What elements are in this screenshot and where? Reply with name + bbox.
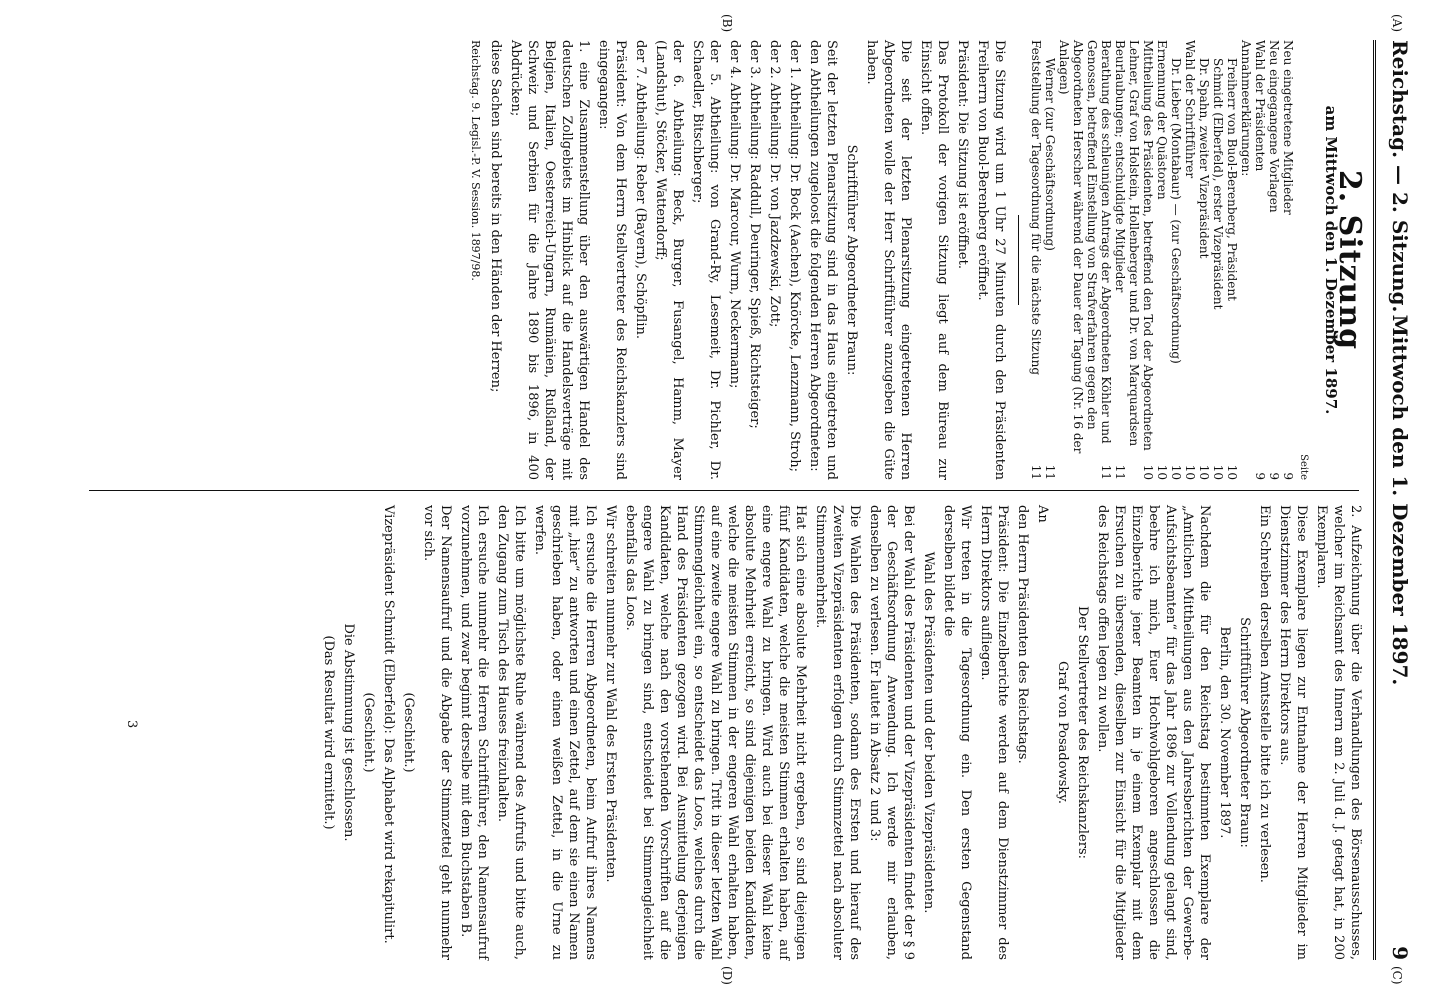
toc-entry-page: 9 — [1267, 472, 1281, 480]
toc-entry-page: 10 — [1211, 464, 1225, 480]
toc-entry-page: 10 — [1197, 464, 1211, 480]
right-column — [317, 505, 1364, 960]
paragraph: (Geschieht.) — [361, 692, 376, 773]
toc-row — [1057, 40, 1113, 480]
paragraph: Der Stellvertreter des Reichskanzlers: — [1075, 606, 1090, 859]
left-body-text — [487, 40, 1008, 480]
toc-entry-text: Ernennung der Quästoren — [1155, 40, 1169, 200]
paragraph: Berlin, den 30. November 1897. — [1217, 626, 1232, 839]
paragraph: Schriftführer Abgeordneter Braun: — [1237, 617, 1252, 848]
column-divider — [89, 490, 1359, 491]
table-of-contents — [1029, 40, 1295, 480]
paragraph: Hat sich eine absolute Mehrheit nicht ergeben, so sind diejenigen fünf Kandidaten, welche die meisten Stimmen erhalten haben, auf eine engere Wahl zu bringen. Wird auch bei dieser Wahl keine absolute Mehrheit erreicht, so sind diejenigen beiden Kandidaten, welche die meisten Stimmen in der engeren Wahl erhalten haben, auf eine zweite engere Wahl zu bringen. Tritt in dieser letzten Wahl Stimmengleichheit ein, so entscheidet das Loos, welches durch die Hand des Präsidenten gezogen wird. Bei Ausmittelung derjenigen Kandidaten, welche nach den vorstehenden Vorschriften auf die engere Wahl zu bringen sind, entscheidet bei Stimmengleichheit ebenfalls das Loos. — [623, 505, 808, 960]
paragraph: Nachdem die für den Reichstag bestimmten Exemplare der „Amtlichen Mittheilungen aus den Jahresberichten der Gewerbe-Aufsichtsbeamten“ für das Jahr 1896 zur Vollendung gelangt sind, beehre ich mich, Euer Hochwohlgeboren angeschlossen die Einzelberichte jener Beamten in je einem Exemplar mit dem Ersuchen zu übersenden, dieselben zur Einsicht für die Mitglieder des Reichstags offen legen zu wollen. — [1095, 505, 1212, 960]
paragraph: der 6. Abtheilung: Beck, Burger, Fusangel, Hamm, Mayer (Landshut), Stöcker, Wattendorff; — [653, 40, 685, 480]
right-body-text — [320, 505, 1364, 960]
paragraph: Ein Schreiben derselben Amtsstelle bitte ich zu verlesen. — [1257, 505, 1272, 883]
toc-entry-text: Mittheilung des Präsidenten, betreffend den Tod der Abgeordneten Lehner, Graf von Holstein, Hollenberger und Dr. von Marquardsen — [1127, 40, 1155, 451]
section-rule — [1018, 215, 1019, 305]
toc-row — [1253, 40, 1267, 480]
paragraph: 1. eine Zusammenstellung über den auswärtigen Handel des deutschen Zollgebiets im Hinblick auf die Handelsverträge mit Belgien, Italien, Oesterreich-Ungarn, Rumänien, Rußland, der Schweiz und Serbien für die Jahre 1890 bis 1896, in 400 Abdrücken; — [508, 40, 591, 480]
toc-row — [1113, 40, 1127, 480]
toc-entry-page: 11 — [1029, 464, 1043, 480]
toc-entry-page: 10 — [1183, 464, 1197, 480]
toc-entry-page: 9 — [1281, 472, 1295, 480]
paragraph: der 7. Abtheilung: Reber (Bayern), Schöpflin. — [633, 40, 648, 340]
toc-row — [1029, 40, 1043, 480]
paragraph: Ich ersuche nunmehr die Herren Schriftführer, den Namensaufruf vorzunehmen, und zwar beginnt derselbe mit dem Buchstaben B. — [458, 505, 490, 960]
toc-row — [1197, 40, 1211, 480]
toc-entry-text: Wahl der Schriftführer — [1183, 40, 1197, 179]
toc-entry-text: Dr. Spahn, zweiter Vizepräsident — [1197, 58, 1211, 259]
paragraph: Die seit der letzten Plenarsitzung eingetretenen Herren Abgeordneten wolle der Herr Schriftführer anzugeben die Güte haben. — [864, 40, 913, 480]
toc-seite-label: Seite — [1298, 454, 1309, 480]
paragraph: Präsident: Von dem Herrn Stellvertreter des Reichskanzlers sind eingegangen: — [596, 40, 628, 480]
session-title: 2. Sitzung — [1332, 169, 1367, 351]
paragraph: Vizepräsident Schmidt (Elberfeld): Das Alphabet wird rekapitulirt. — [381, 505, 396, 944]
toc-row — [1169, 40, 1183, 480]
toc-row — [1267, 40, 1281, 480]
paragraph: Diese Exemplare liegen zur Entnahme der Herren Mitglieder im Dienstzimmer des Herrn Direktors aus. — [1277, 505, 1309, 960]
paragraph: Graf von Posadowsky. — [1055, 660, 1070, 804]
paragraph: Die Abstimmung ist geschlossen. — [341, 623, 356, 842]
session-subtitle: am Mittwoch den 1. Dezember 1897. — [1322, 105, 1340, 415]
toc-row — [1127, 40, 1155, 480]
margin-letter-a: (A) — [1390, 14, 1404, 33]
paragraph: (Das Resultat wird ermittelt.) — [321, 635, 336, 830]
footer-reference: Reichstag. 9. Legisl.-P. V. Session. 1897/98. — [469, 40, 482, 281]
toc-entry-text: Dr. Lieber (Montabaur) — (zur Geschäftsordnung) — [1169, 58, 1183, 364]
paragraph: Ich ersuche die Herren Abgeordneten, beim Aufruf ihres Namens mit „hier“ zu antworten und einen Zettel, auf dem sie einen Namen geschrieben haben, oder einen weißen Zettel, in die Urne zu werfen. — [532, 505, 598, 960]
paragraph: Bei der Wahl des Präsidenten und der Vizepräsidenten findet der § 9 der Geschäftsordnung Anwendung. Ich werde mir erlauben, denselben zu verlesen. Er lautet in Absatz 2 und 3: — [867, 505, 916, 960]
toc-entry-page: 10 — [1225, 464, 1239, 480]
paragraph: der 4. Abtheilung: Dr. Marcour, Wurm, Neckermann; — [727, 40, 742, 389]
toc-entry-page: 11 — [1099, 464, 1113, 480]
margin-letter-c: (C) — [1390, 966, 1404, 985]
running-head — [1382, 40, 1412, 960]
toc-entry-text: Berathung des schleunigen Antrags der Abgeordneten Köhler und Genossen, betreffend Einstellung von Strafverfahren gegen den Abgeordneten Herscher während der Dauer der Tagung (Nr. 16 der Anlagen) — [1057, 40, 1113, 454]
paragraph: Wir treten in die Tagesordnung ein. Den ersten Gegenstand derselben bildet die — [941, 505, 973, 960]
toc-entry-page: 10 — [1155, 464, 1169, 480]
toc-entry-page: 9 — [1253, 472, 1267, 480]
running-head-center: Mittwoch den 1. Dezember 1897. — [1388, 314, 1412, 686]
paragraph: An — [1035, 505, 1050, 523]
paragraph: den Herrn Präsidenten des Reichstags. — [1015, 505, 1030, 764]
toc-row — [1043, 40, 1057, 480]
paragraph: Seit der letzten Plenarsitzung sind in das Haus eingetreten und den Abtheilungen zugeloost die folgenden Herren Abgeordneten: — [807, 40, 839, 480]
page-number: 3 — [124, 720, 139, 729]
toc-row — [1281, 40, 1295, 480]
toc-row — [1183, 40, 1197, 480]
paragraph: Ich bitte um möglichste Ruhe während des Aufrufs und bitte auch, den Zugang zum Tisch des Hauses freizuhalten. — [495, 505, 527, 960]
toc-entry-page: 10 — [1169, 464, 1183, 480]
paragraph: der 5. Abtheilung: von Grand-Ry, Lesemeit, Dr. Pichler, Dr. Schaedler, Bitschberger; — [690, 40, 722, 480]
toc-entry-page: 11 — [1043, 464, 1057, 480]
toc-entry-text: Neu eingetretene Mitglieder — [1281, 40, 1295, 215]
paragraph: Schriftführer Abgeordneter Braun: — [844, 144, 859, 376]
paragraph: Wir schreiten nunmehr zur Wahl des Ersten Präsidenten. — [603, 505, 618, 883]
paragraph: der 1. Abtheilung: Dr. Bock (Aachen), Knörcke, Lenzmann, Stroh; — [787, 40, 802, 473]
margin-letter-b: (B) — [720, 14, 734, 33]
toc-row — [1155, 40, 1169, 480]
toc-row — [1225, 40, 1239, 480]
toc-entry-text: Werner (zur Geschäftsordnung) — [1043, 58, 1057, 251]
toc-entry-text: Freiherr von Buol-Berenberg, Präsident — [1225, 58, 1239, 301]
paragraph: diese Sachen sind bereits in den Händen der Herren; — [488, 40, 503, 393]
toc-row — [1211, 40, 1225, 480]
left-column — [464, 40, 1367, 480]
paragraph: (Geschieht.) — [401, 692, 416, 773]
paragraph: Die Sitzung wird um 1 Uhr 27 Minuten durch den Präsidenten Freiherrn von Buol-Berenberg eröffnet. — [975, 40, 1007, 480]
toc-entry-text: Feststellung der Tagesordnung für die nächste Sitzung — [1029, 40, 1043, 376]
toc-entry-text: Neu eingegangene Vorlagen — [1267, 40, 1281, 213]
toc-row — [1239, 40, 1253, 480]
paragraph: 2. Aufzeichnung über die Verhandlungen des Börsenausschusses, welcher im Reichsamt des Innern am 2. Juli d. J. getagt hat, in 200 Exemplaren. — [1314, 505, 1363, 960]
running-head-page: 9 — [1388, 946, 1412, 960]
paragraph: Die Wahlen des Präsidenten, sodann des Ersten und hierauf des Zweiten Vizepräsidenten erfolgen durch Stimmzettel nach absoluter Stimmenmehrheit. — [813, 505, 862, 960]
toc-entry-text: Wahl der Präsidenten — [1253, 40, 1267, 172]
paragraph: Das Protokoll der vorigen Sitzung liegt auf dem Büreau zur Einsicht offen. — [918, 40, 950, 480]
margin-letter-d: (D) — [720, 966, 734, 985]
paragraph: der 3. Abtheilung: Raddull, Deuringer, Spieß, Richtsteiger; — [747, 40, 762, 429]
top-double-rule — [1373, 40, 1376, 960]
paragraph: der 2. Abtheilung: Dr. von Jazdzewski, Zott; — [767, 40, 782, 328]
running-head-left: Reichstag. — 2. Sitzung. — [1388, 40, 1412, 313]
toc-entry-text: Schmidt (Elberfeld), erster Vizepräsident — [1211, 58, 1225, 310]
toc-entry-text: Beurlaubungen; entschuldigte Mitglieder — [1113, 40, 1127, 293]
paragraph: Präsident: Die Einzelberichte werden auf dem Dienstzimmer des Herrn Direktors aufliegen. — [978, 505, 1010, 960]
paragraph: Wahl des Präsidenten und der beiden Vizepräsidenten. — [921, 551, 936, 914]
toc-entry-text: Annahmeerklärungen: — [1239, 40, 1253, 177]
paragraph: Präsident: Die Sitzung ist eröffnet. — [955, 40, 970, 269]
toc-entry-page: 10 — [1141, 464, 1155, 480]
paragraph: Der Namensaufruf und die Abgabe der Stimmzettel geht nunmehr vor sich. — [421, 505, 453, 960]
toc-entry-page — [1239, 454, 1253, 480]
toc-entry-page: 11 — [1113, 464, 1127, 480]
